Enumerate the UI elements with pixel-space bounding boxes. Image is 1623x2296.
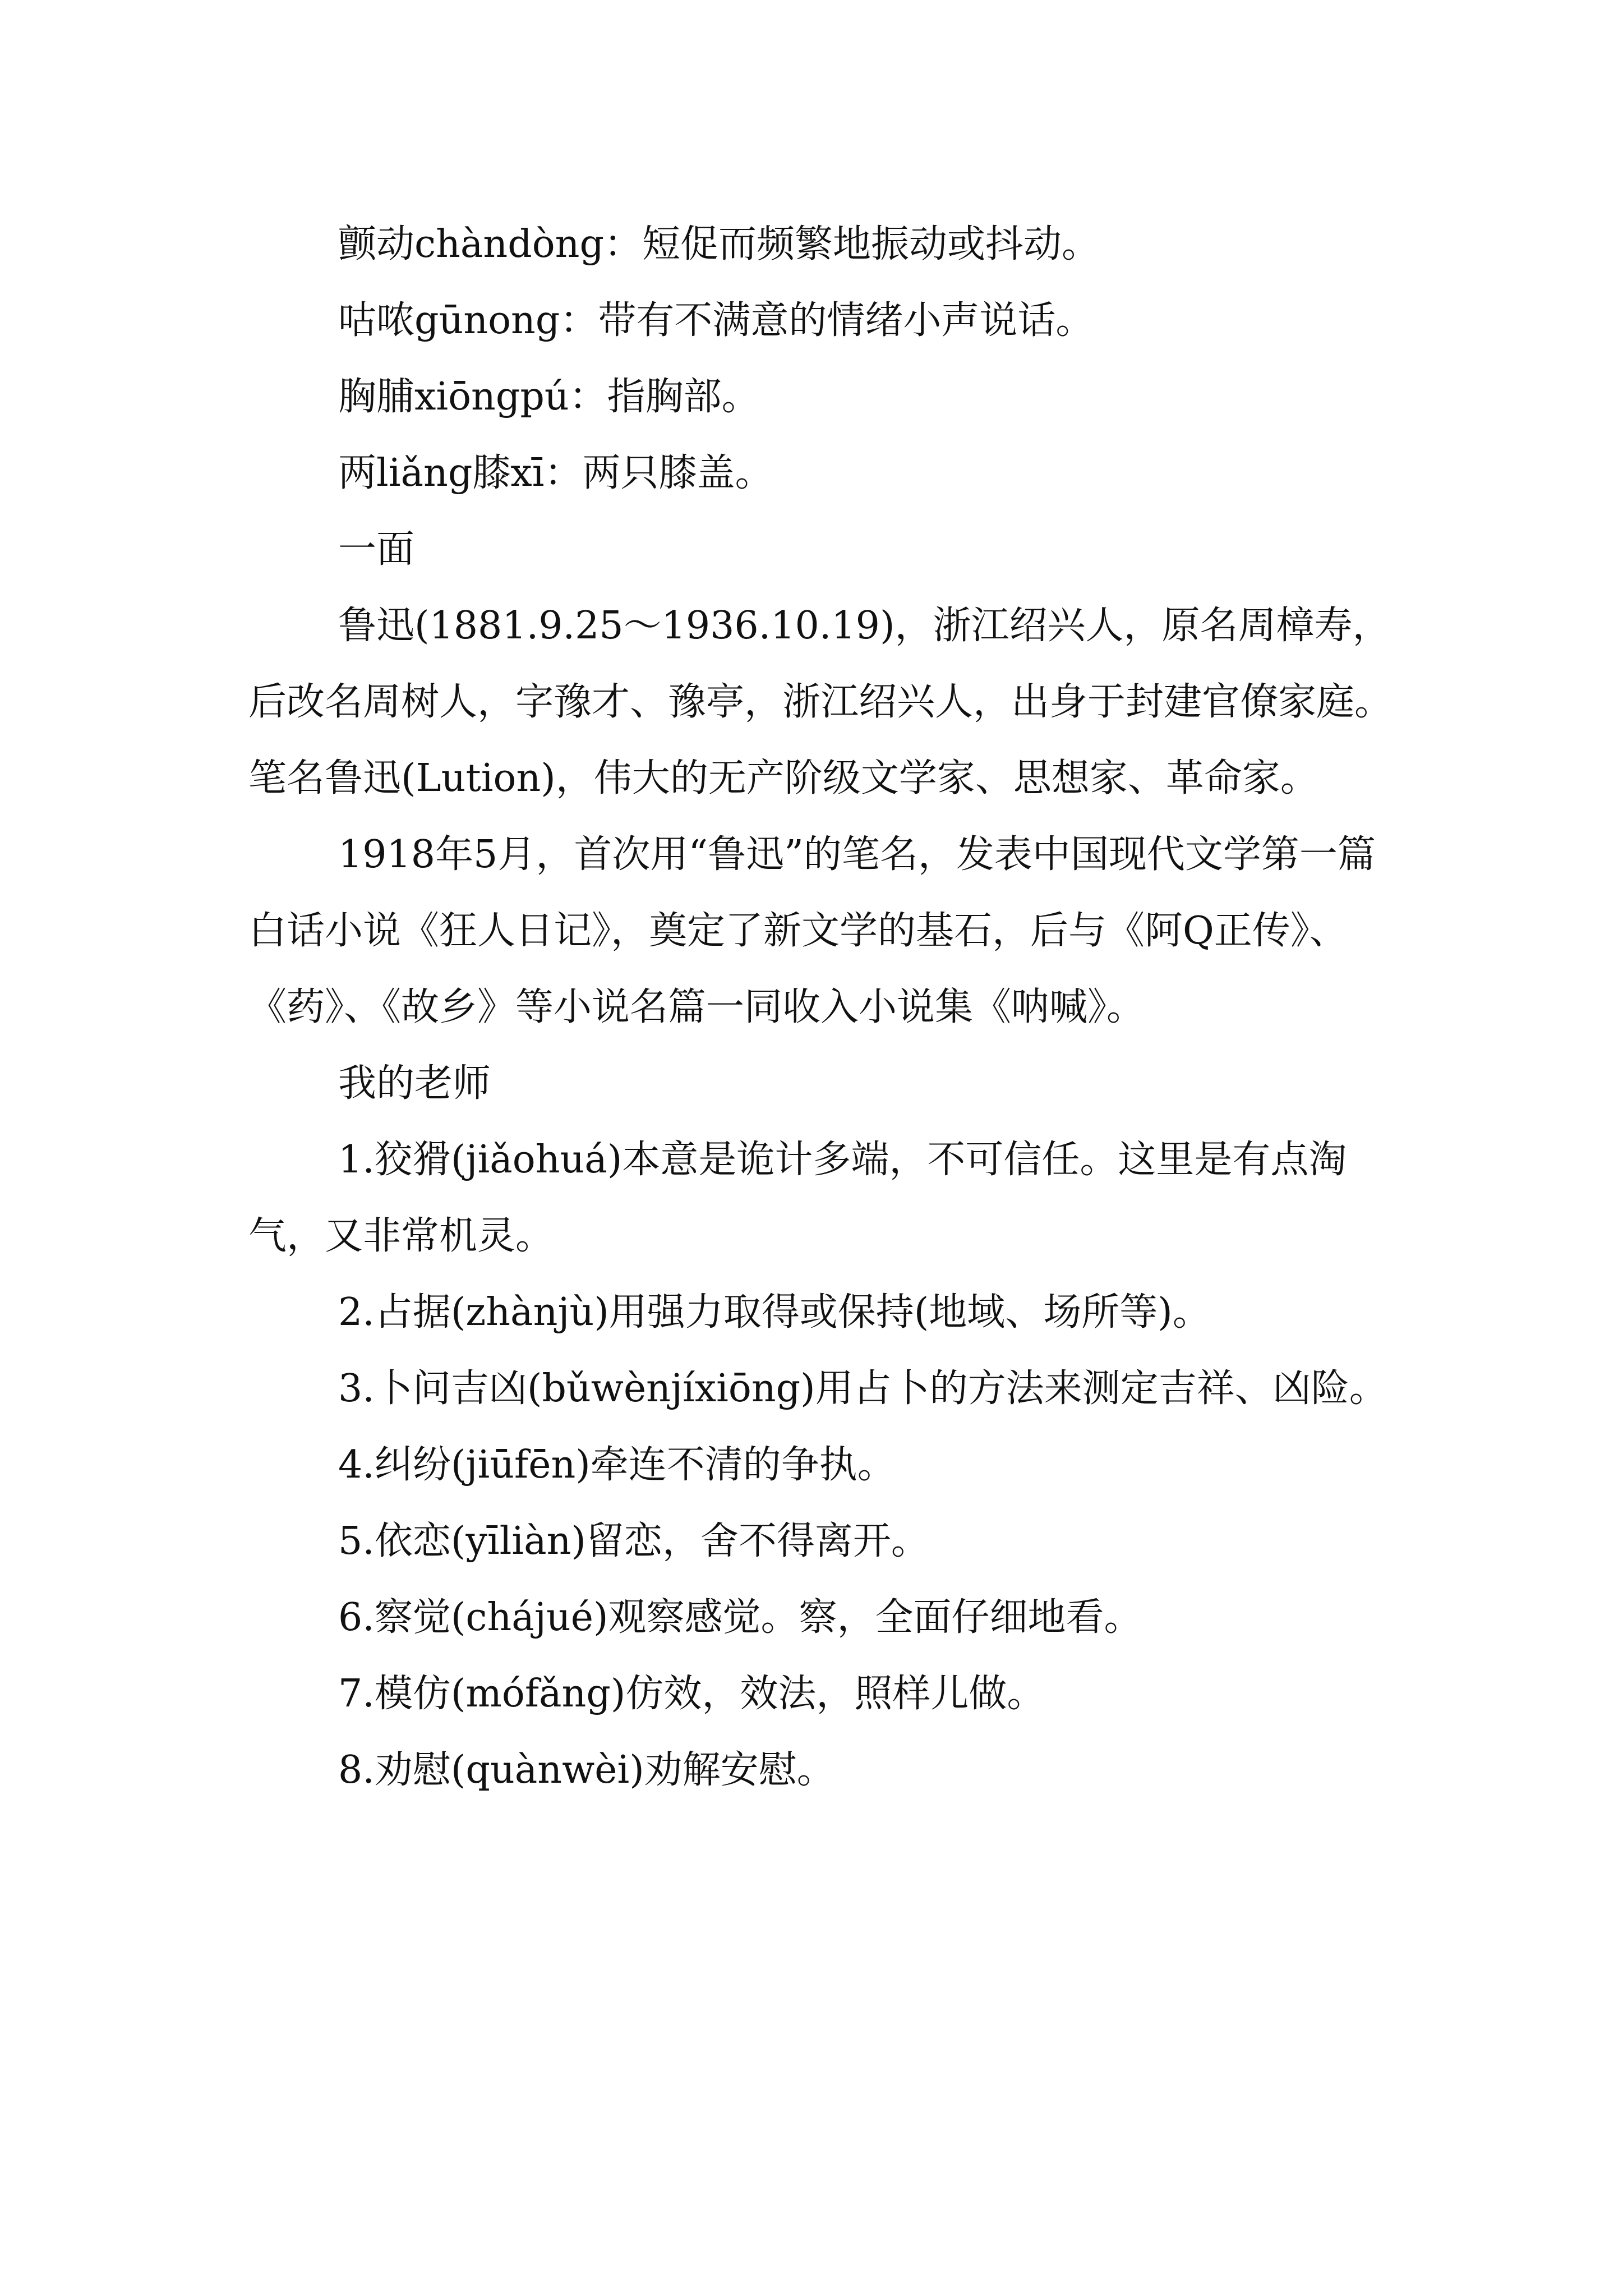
section-heading-wodelaoshi: 我的老师 [338, 1061, 491, 1106]
vocab-item-7: 7.模仿(mófǎng)仿效，效法，照样儿做。 [338, 1672, 1045, 1716]
document-body [248, 206, 1393, 1809]
section-heading-yimian: 一面 [338, 527, 415, 572]
author-works-paragraph: 1918年5月，首次用“鲁迅”的笔名，发表中国现代文学第一篇白话小说《狂人日记》，奠定了新文学的基石，后与《阿Q正传》、《药》、《故乡》等小说名篇一同收入小说集《呐喊》。 [248, 832, 1376, 1029]
vocab-item-3: 3.卜问吉凶(bǔwènjíxiōng)用占卜的方法来测定吉祥、凶险。 [338, 1366, 1387, 1411]
vocab-item-6: 6.察觉(chájué)观察感觉。察，全面仔细地看。 [338, 1595, 1142, 1640]
vocab-item-2: 2.占据(zhànjù)用强力取得或保持(地域、场所等)。 [338, 1290, 1211, 1335]
vocab-item-8: 8.劝慰(quànwèi)劝解安慰。 [338, 1748, 835, 1792]
vocab-gunong: 咕哝gūnong：带有不满意的情绪小声说话。 [338, 298, 1094, 343]
vocab-chandong: 颤动chàndòng：短促而频繁地振动或抖动。 [338, 222, 1100, 266]
vocab-item-4: 4.纠纷(jiūfēn)牵连不清的争执。 [338, 1443, 896, 1487]
author-bio-paragraph: 鲁迅(1881.9.25～1936.10.19)，浙江绍兴人，原名周樟寿，后改名周树人，字豫才、豫亭，浙江绍兴人，出身于封建官僚家庭。笔名鲁迅(Lution)，伟大的无产阶级文学家、思想家、革命家。 [248, 604, 1393, 800]
vocab-item-5: 5.依恋(yīliàn)留恋，舍不得离开。 [338, 1519, 929, 1563]
vocab-liangxi: 两liǎng膝xī：两只膝盖。 [338, 451, 773, 495]
vocab-xiongpu: 胸脯xiōngpú：指胸部。 [338, 375, 760, 419]
vocab-item-1: 1.狡猾(jiǎohuá)本意是诡计多端，不可信任。这里是有点淘气，又非常机灵。 [248, 1138, 1347, 1258]
